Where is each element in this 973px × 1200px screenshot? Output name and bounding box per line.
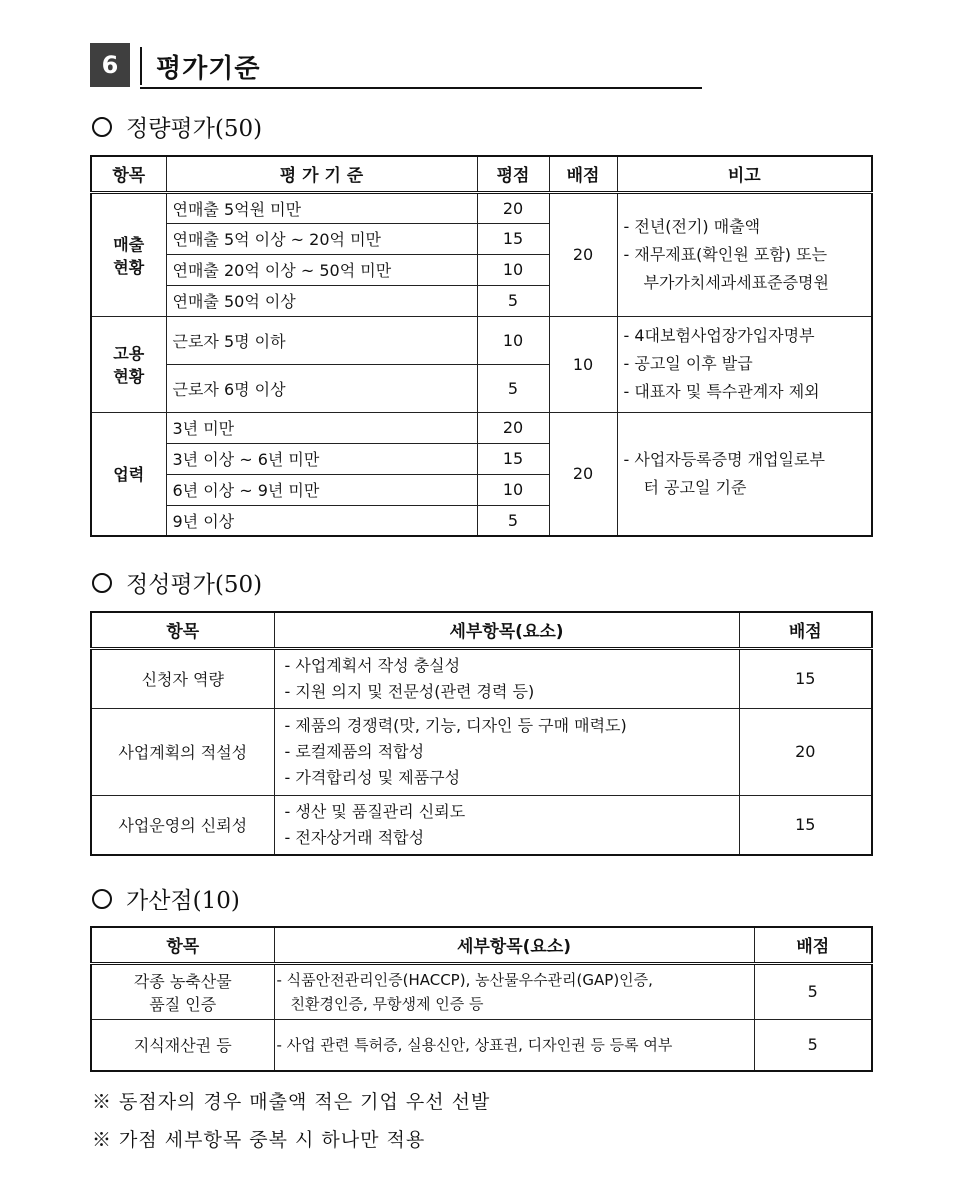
bonus-header-item: 항목 [91,927,274,963]
qual-header-details: 세부항목(요소) [274,612,739,648]
group-label [91,192,166,316]
section-header [90,43,702,89]
footnote-bonus-dup: ※ 가점 세부항목 중복 시 하나만 적용 [92,1129,426,1151]
table-row [91,708,872,795]
group-label-line: 매출 [113,234,145,254]
score-cell: 5 [477,505,549,536]
note-line: - 사업자등록증명 개업일로부 [623,449,825,469]
section-underline [140,87,702,89]
section-number: 6 [90,43,130,87]
table-row [91,316,872,364]
criterion-cell: 연매출 5억원 미만 [166,192,477,223]
qual-header-row [91,612,872,648]
table-row [91,795,872,855]
details-cell [274,708,739,795]
section-title: 평가기준 [156,54,261,84]
table-row [91,192,872,223]
note-line: - 재무제표(확인원 포함) 또는 [623,244,828,264]
qual-table [90,611,873,856]
quant-heading-text: 정량평가(50) [126,116,263,142]
bonus-header-details: 세부항목(요소) [274,927,754,963]
item-cell [91,963,274,1019]
criterion-cell: 연매출 5억 이상 ~ 20억 미만 [166,223,477,254]
details-cell [274,795,739,855]
footnote-tiebreak: ※ 동점자의 경우 매출액 적은 기업 우선 선발 [92,1091,491,1113]
section-divider [140,47,142,85]
table-row [91,963,872,1019]
note-line: 부가가치세과세표준증명원 [643,272,829,292]
details-cell [274,648,739,708]
bonus-heading-text: 가산점(10) [126,888,240,914]
details-cell [274,963,754,1019]
detail-line: - 식품안전관리인증(HACCP), 농산물우수관리(GAP)인증, [276,970,653,989]
item-line: 품질 인증 [149,994,217,1014]
criterion-cell: 연매출 20억 이상 ~ 50억 미만 [166,254,477,285]
criterion-cell: 6년 이상 ~ 9년 미만 [166,474,477,505]
score-cell: 10 [477,316,549,364]
points-cell: 20 [549,412,617,536]
quant-table [90,155,873,537]
quant-header-item: 항목 [91,156,166,192]
detail-line: - 전자상거래 적합성 [284,827,425,847]
criterion-cell: 연매출 50억 이상 [166,285,477,316]
quant-header-note: 비고 [617,156,872,192]
qual-heading-text: 정성평가(50) [126,572,263,598]
note-cell [617,412,872,536]
detail-line: - 지원 의지 및 전문성(관련 경력 등) [284,681,535,701]
item-cell: 사업계획의 적설성 [91,708,274,795]
table-row [91,412,872,443]
group-label-line: 현황 [113,367,145,386]
circle-bullet-icon [92,889,112,909]
score-cell: 15 [477,223,549,254]
quant-header-score: 평점 [477,156,549,192]
table-row [91,1019,872,1071]
quant-header-points: 배점 [549,156,617,192]
quant-header-row [91,156,872,192]
points-cell: 15 [739,795,872,855]
group-label-line: 현황 [113,257,145,277]
note-cell [617,192,872,316]
detail-line: - 사업계획서 작성 충실성 [284,655,461,675]
qual-heading [92,566,262,599]
score-cell: 20 [477,192,549,223]
score-cell: 20 [477,412,549,443]
note-line: - 4대보험사업장가입자명부 [623,326,815,345]
points-cell: 5 [754,963,872,1019]
note-line: - 공고일 이후 발급 [623,354,753,373]
circle-bullet-icon [92,573,112,593]
group-label [91,412,166,536]
bonus-table [90,926,873,1072]
detail-line: - 가격합리성 및 제품구성 [284,767,461,787]
points-cell: 10 [549,316,617,412]
item-cell: 신청자 역량 [91,648,274,708]
criterion-cell: 3년 미만 [166,412,477,443]
detail-line: - 생산 및 품질관리 신뢰도 [284,801,466,821]
points-cell: 20 [739,708,872,795]
group-label-line: 업력 [113,465,145,485]
score-cell: 5 [477,364,549,412]
score-cell: 10 [477,254,549,285]
criterion-cell: 9년 이상 [166,505,477,536]
group-label [91,316,166,412]
group-label-line: 고용 [113,344,145,363]
note-line: - 대표자 및 특수관계자 제외 [623,382,820,401]
points-cell: 5 [754,1019,872,1071]
detail-line: - 제품의 경쟁력(맛, 기능, 디자인 등 구매 매력도) [284,715,627,735]
item-line: 각종 농축산물 [133,971,232,991]
circle-bullet-icon [92,117,112,137]
quant-heading [92,110,262,143]
detail-line: - 로컬제품의 적합성 [284,741,425,761]
criterion-cell: 3년 이상 ~ 6년 미만 [166,443,477,474]
score-cell: 5 [477,285,549,316]
item-cell [91,1019,274,1071]
score-cell: 15 [477,443,549,474]
item-line: 지식재산권 등 [133,1036,232,1056]
note-cell [617,316,872,412]
detail-line: 친환경인증, 무항생제 인증 등 [290,994,484,1013]
qual-header-item: 항목 [91,612,274,648]
detail-line: - 사업 관련 특허증, 실용신안, 상표권, 디자인권 등 등록 여부 [276,1035,673,1054]
criterion-cell: 근로자 6명 이상 [166,364,477,412]
note-line: 터 공고일 기준 [643,477,747,497]
quant-header-criterion: 평 가 기 준 [166,156,477,192]
details-cell [274,1019,754,1071]
criterion-cell: 근로자 5명 이하 [166,316,477,364]
bonus-header-points: 배점 [754,927,872,963]
score-cell: 10 [477,474,549,505]
item-cell: 사업운영의 신뢰성 [91,795,274,855]
qual-header-points: 배점 [739,612,872,648]
table-row [91,648,872,708]
bonus-header-row [91,927,872,963]
bonus-heading [92,882,240,915]
points-cell: 15 [739,648,872,708]
note-line: - 전년(전기) 매출액 [623,216,761,236]
points-cell: 20 [549,192,617,316]
